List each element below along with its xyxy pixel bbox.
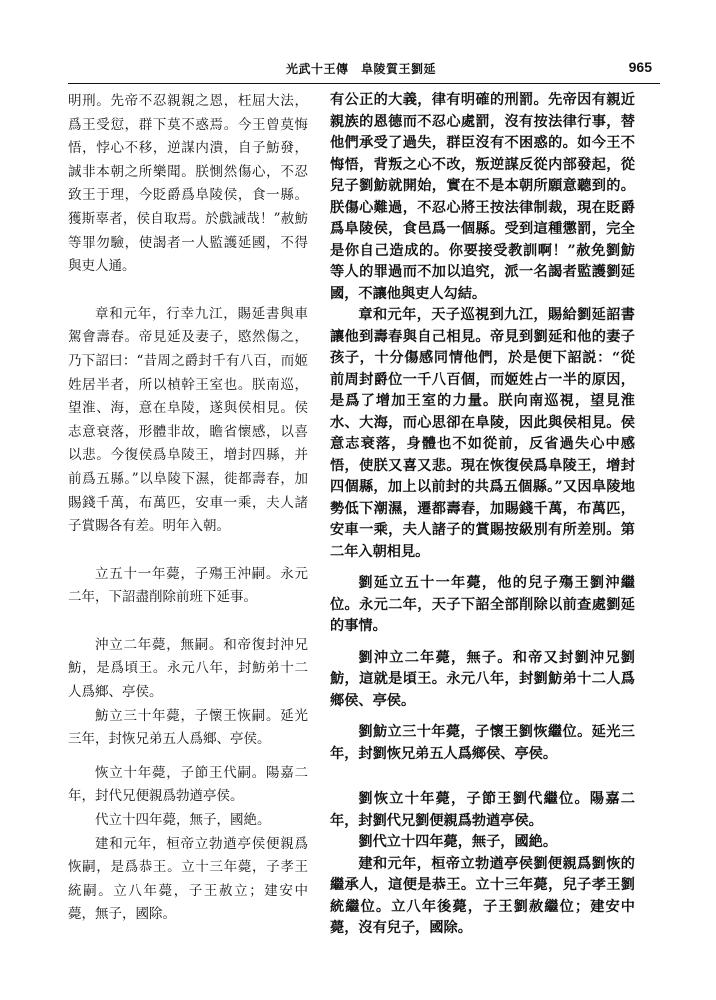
classical-text-column [68, 90, 308, 927]
translation-paragraph: 劉沖立二年薨，無子。和帝又封劉沖兄劉魴，這就是頃王。永元八年，封劉魴弟十二人爲鄉侯、亭侯。 [330, 649, 635, 709]
para-gap [330, 712, 635, 722]
classical-paragraph: 代立十四年薨，無子，國絶。 [95, 812, 271, 829]
page-number: 965 [628, 59, 652, 75]
translation-paragraph: 劉恢立十年薨，子節王劉代繼位。陽嘉二年，封劉代兄劉便親爲勃遒亭侯。 [330, 791, 635, 829]
para-gap [68, 279, 308, 303]
classical-paragraph: 恢立十年薨，子節王代嗣。陽嘉二年，封代兄便親爲勃遒亭侯。 [68, 764, 308, 805]
translation-paragraph: 有公正的大義，律有明確的刑罰。先帝因有親近親族的恩德而不忍心處罰，沒有按法律行事，替他們承受了過失，群臣沒有不困惑的。如今王不悔悟，背叛之心不改，叛逆謀反從内部發起，從兒子劉魴就開始，實在不是本朝所願意聽到的。朕傷心難過，不忍心將王按法律制裁，現在貶爵爲阜陵侯，食邑爲一個縣。受到這種懲罰，完全是你自己造成的。你要接受教訓啊！”赦免劉魴等人的罪過而不加以追究，派一名謁者監護劉延國，不讓他與吏人勾結。 [330, 92, 635, 302]
para-gap [68, 610, 308, 634]
translation-paragraph: 劉延立五十一年薨，他的兒子殤王劉沖繼位。永元二年，天子下詔全部削除以前查處劉延的事情。 [330, 575, 635, 634]
running-head: 光武十王傳 阜陵質王劉延 [286, 62, 437, 76]
translation-paragraph: 劉代立十四年薨，無子，國絶。 [358, 834, 558, 850]
para-gap [68, 752, 308, 762]
classical-paragraph: 章和元年，行幸九江，賜延書與車駕會壽春。帝見延及妻子，愍然傷之，乃下詔曰：“昔周之爵封千有八百，而姬姓居半者，所以楨幹王室也。朕南巡，望淮、海，意在阜陵，遂與侯相見。侯志意衰落，形體非故，瞻省懷感，以喜以悲。今復侯爲阜陵王，增封四縣，并前爲五縣。”以阜陵下濕，徙都壽春，加賜錢千萬，布萬匹，安車一乘，夫人諸子賞賜各有差。明年入朝。 [68, 305, 308, 535]
para-gap [330, 638, 635, 648]
translation-paragraph: 建和元年，桓帝立勃遒亭侯劉便親爲劉恢的繼承人，這便是恭王。立十三年薨，兒子孝王劉統繼位。立八年後薨，子王劉赦繼位；建安中薨，沒有兒子，國除。 [330, 855, 635, 936]
translation-paragraph: 劉魴立三十年薨，子懷王劉恢繼位。延光三年，封劉恢兄弟五人爲鄉侯、亭侯。 [330, 724, 635, 762]
classical-paragraph: 魴立三十年薨，子懷王恢嗣。延光三年，封恢兄弟五人爲鄉、亭侯。 [68, 707, 308, 748]
page-header [68, 56, 658, 82]
para-gap [68, 539, 308, 563]
classical-paragraph: 明刑。先帝不忍親親之恩，枉屈大法，爲王受愆，群下莫不惑焉。今王曾莫悔悟，悖心不移，逆謀内潰，自子魴發，誠非本朝之所樂聞。朕惻然傷心，不忍致王于理，今貶爵爲阜陵侯，食一縣。獲斯辜者，侯自取焉。於戲誡哉！”赦魴等罪勿驗，使謁者一人監護延國，不得與吏人通。 [68, 93, 308, 275]
classical-paragraph: 立五十一年薨，子殤王沖嗣。永元二年，下詔盡削除前班下延事。 [68, 565, 308, 606]
para-gap [330, 765, 635, 789]
translation-column [330, 90, 635, 940]
header-rule [68, 83, 660, 84]
classical-paragraph: 建和元年，桓帝立勃遒亭侯便親爲恢嗣，是爲恭王。立十三年薨，子孝王統嗣。立八年薨，子王赦立；建安中薨，無子，國除。 [68, 835, 308, 923]
classical-paragraph: 沖立二年薨，無嗣。和帝復封沖兄魴，是爲頃王。永元八年，封魴弟十二人爲鄉、亭侯。 [68, 636, 308, 701]
para-gap [330, 563, 635, 573]
translation-paragraph: 章和元年，天子巡視到九江，賜給劉延詔書讓他到壽春與自己相見。帝見到劉延和他的妻子孩子，十分傷感同情他們，於是便下詔説：“從前周封爵位一千八百個，而姬姓占一半的原因，是爲了增加王室的力量。朕向南巡視，望見淮水、大海，而心思卻在阜陵，因此與侯相見。侯意志衰落，身體也不如從前，反省過失心中感悟，使朕又喜又悲。現在恢復侯爲阜陵王，增封四個縣，加上以前封的共爲五個縣。”又因阜陵地勢低下潮濕，遷都壽春，加賜錢千萬，布萬匹，安車一乘，夫人諸子的賞賜按級別有所差別。第二年入朝相見。 [330, 307, 635, 560]
